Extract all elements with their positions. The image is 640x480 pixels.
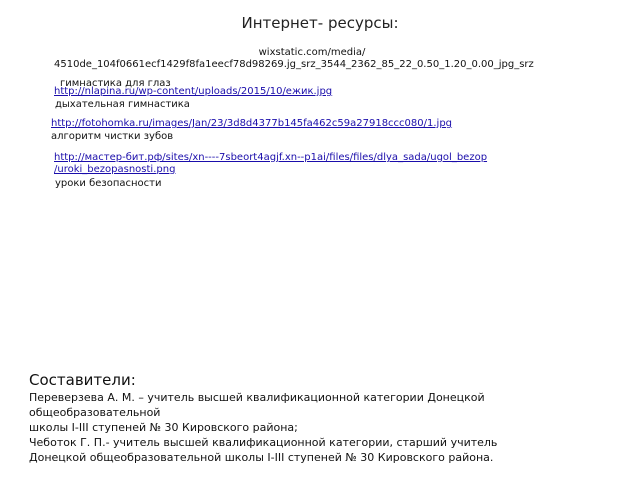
- author-line: общеобразовательной: [29, 406, 161, 419]
- authors-heading: Составители:: [29, 371, 136, 389]
- resource-url-wixstatic-line2: 4510de_104f0661ecf1429f8fa1eecf78d98269.jg_srz_3544_2362_85_22_0.50_1.20_0.00_jpg_srz: [54, 59, 534, 70]
- authors-block: [29, 371, 629, 465]
- resource-url-wixstatic-line1: wixstatic.com/media/: [258, 47, 366, 58]
- slide-title: Интернет- ресурсы:: [241, 14, 399, 32]
- resource-label-safety-lessons: уроки безопасности: [55, 178, 162, 189]
- resource-label-eye-gymnastics: гимнастика для глаз: [60, 78, 171, 89]
- author-line: Донецкой общеобразовательной школы I-III ступеней № 30 Кировского района.: [29, 451, 494, 464]
- resource-link-master-bit-line1[interactable]: http://мастер-бит.рф/sites/xn----7sbeort4agjf.xn--p1ai/files/files/dlya_sada/ugol_bezop: [54, 152, 488, 163]
- resource-link-fotohomka[interactable]: http://fotohomka.ru/images/Jan/23/3d8d4377b145fa462c59a27918ccc080/1.jpg: [51, 118, 453, 129]
- resource-label-teeth-cleaning: алгоритм чистки зубов: [51, 131, 174, 142]
- resource-link-master-bit-line2[interactable]: /uroki_bezopasnosti.png: [54, 164, 176, 175]
- author-line: Переверзева А. М. – учитель высшей квалификационной категории Донецкой: [29, 391, 485, 404]
- author-line: Чеботок Г. П.- учитель высшей квалификационной категории, старший учитель: [29, 436, 498, 449]
- author-line: школы I-III ступеней № 30 Кировского района;: [29, 421, 298, 434]
- resource-link-nlapina[interactable]: http://nlapina.ru/wp-content/uploads/2015/10/ежик.jpg: [54, 86, 333, 97]
- resource-label-breathing-gymnastics: дыхательная гимнастика: [55, 99, 190, 110]
